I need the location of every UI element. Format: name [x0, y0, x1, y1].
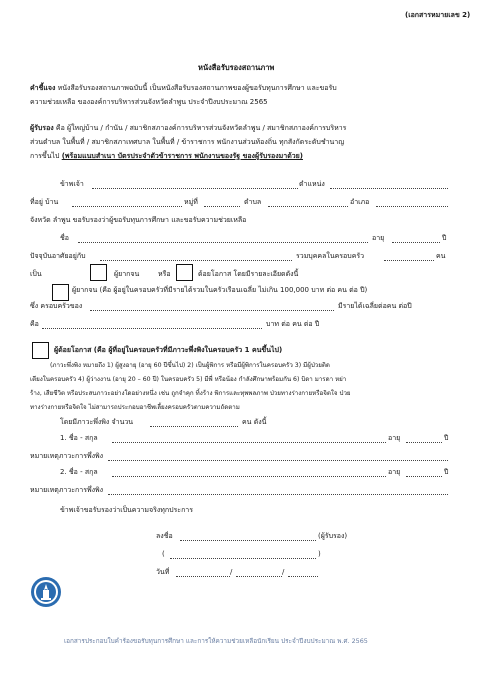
certifier-line-2: ส่วนตำบล ในพื้นที่ / สมาชิกสภาเทศบาล ในพื้นที่ / ข้าราชการ พนักงานส่วนท้องถิ่น ทุกสังกัดระดับชำนาญ — [30, 138, 345, 146]
person-1-reason-label: หมายเหตุภาวะการพึ่งพิง — [30, 452, 104, 460]
person-2-age-label: อายุ — [388, 468, 401, 476]
date-slash-1: / — [230, 568, 233, 576]
person-2-reason-field[interactable] — [108, 494, 448, 495]
explain-label: คำชี้แจง — [30, 84, 56, 92]
family-total-field[interactable] — [384, 260, 434, 261]
disadvantaged-label: ด้อยโอกาส โดยมีรายละเอียดดังนี้ — [198, 270, 299, 278]
income-field[interactable] — [42, 328, 262, 329]
dependency-text-4: ทางร่างกายหรือจิตใจ ไม่สามารถประกอบอาชีพเลี้ยงครอบครัวตามความถัดตาม — [30, 404, 240, 411]
person-2-label: 2. ชื่อ - สกุล — [60, 468, 98, 476]
poor-definition: ผู้ยากจน (คือ ผู้อยู่ในครอบครัวที่มีรายได้รวมในครัวเรือนเฉลี่ย ไม่เกิน 100,000 บาท ต่อ คน ต่อ ปี) — [72, 286, 368, 294]
poor-family-label: ซึ่ง ครอบครัวของ — [30, 302, 83, 310]
sign-label: ลงชื่อ — [156, 532, 173, 540]
certifier-role-label: (ผู้รับรอง) — [318, 532, 348, 540]
poor-label: ผู้ยากจน — [114, 270, 140, 278]
income-unit-label: บาท ต่อ คน ต่อ ปี — [266, 320, 320, 328]
applicant-name-label: ชื่อ — [60, 234, 69, 242]
dependency-text-1: (ภาวะพึ่งพิง หมายถึง 1) ผู้สูงอายุ (อายุ 60 ปีขึ้นไป) 2) เป็นผู้พิการ หรือมีผู้พิการในครอบครัว 3) มีผู้ป่วยติด — [50, 362, 330, 369]
is-label: เป็น — [30, 270, 42, 278]
certifier-line-1: ผู้รับรอง คือ ผู้ใหญ่บ้าน / กำนัน / สมาชิกสภาองค์การบริหารส่วนจังหวัดลำพูน / สมาชิกสภาองค์การบริหาร — [30, 124, 347, 132]
person-2-reason-label: หมายเหตุภาวะการพึ่งพิง — [30, 486, 104, 494]
certifier-label: ผู้รับรอง — [30, 124, 54, 132]
dependency-text-2: เตียงในครอบครัว 4) ผู้ว่างงาน (อายุ 20 – 60 ปี) ในครอบครัว 5) มีพี่ หรือน้อง กำลังศึกษาพร้อมกัน 6) บิดา มารดา หย่า — [30, 376, 347, 383]
person-1-label: 1. ชื่อ - สกุล — [60, 434, 98, 442]
amphoe-field[interactable] — [376, 206, 448, 207]
position-field[interactable] — [330, 188, 448, 189]
i-name-label: ข้าพเจ้า — [60, 180, 84, 188]
poor-family-field[interactable] — [90, 310, 334, 311]
family-total-label: รวมบุคคลในครอบครัว — [296, 252, 365, 260]
tambon-label: ตำบล — [244, 198, 262, 206]
age-label: อายุ — [372, 234, 385, 242]
current-home-label: ปัจจุบันอาศัยอยู่กับ — [30, 252, 86, 260]
open-paren: ( — [162, 550, 165, 558]
date-label: วันที่ — [156, 568, 170, 576]
attach-note: (พร้อมแนบสำเนา บัตรประจำตัวข้าราชการ พนักงานของรัฐ ของผู้รับรองมาด้วย) — [61, 152, 303, 160]
printed-name-field[interactable] — [170, 558, 316, 559]
person-2-age-field[interactable] — [406, 476, 442, 477]
dependency-text-3: ร้าง, เสียชีวิต หรือประสบภาวะอย่างใดอย่างหนึ่ง เช่น ถูกจำคุก ทิ้งร้าง พิการและทุพพลภาพ ป่วยทางร่างกายหรือจิตใจ ป่วย — [30, 390, 351, 397]
page-title: หนังสือรับรองสถานภาพ — [198, 63, 275, 72]
closing-statement: ข้าพเจ้าขอรับรองว่าเป็นความจริงทุกประการ — [60, 506, 193, 514]
day-field[interactable] — [176, 576, 230, 577]
disadv-definition: ผู้ด้อยโอกาส (คือ ผู้ที่อยู่ในครอบครัวที่มีภาวะพึ่งพิงในครอบครัว 1 คนขึ้นไป) — [54, 346, 283, 354]
person-1-name-field[interactable] — [112, 442, 386, 443]
disadv-section-checkbox[interactable] — [32, 342, 49, 359]
income-is-label: คือ — [30, 320, 39, 328]
year-label: ปี — [442, 234, 447, 242]
dependency-count-field[interactable] — [150, 426, 238, 427]
address-label: ที่อยู่ บ้าน — [30, 198, 59, 206]
person-1-age-field[interactable] — [406, 442, 442, 443]
poor-section-checkbox[interactable] — [52, 284, 69, 301]
persons-label: คน — [436, 252, 446, 260]
person-2-year-label: ปี — [444, 468, 449, 476]
dependency-count-label: โดยมีภาวะพึ่งพิง จำนวน — [60, 418, 134, 426]
poor-checkbox[interactable] — [90, 264, 107, 281]
dependency-count-unit: คน ดังนี้ — [242, 418, 267, 426]
amphoe-label: อำเภอ — [350, 198, 370, 206]
avg-income-label: มีรายได้เฉลี่ยต่อคน ต่อปี — [338, 302, 412, 310]
lamphun-pao-seal-icon — [30, 576, 62, 608]
certifier-line-3: การขึ้นไป (พร้อมแนบสำเนา บัตรประจำตัวข้าราชการ พนักงานของรัฐ ของผู้รับรองมาด้วย) — [30, 152, 303, 160]
or-label: หรือ — [158, 270, 171, 278]
person-1-year-label: ปี — [444, 434, 449, 442]
footer-note: เอกสารประกอบใบคำร้องขอรับทุนการศึกษา และการให้ความช่วยเหลือนักเรียน ประจำปีงบประมาณ พ.ศ. 2565 — [64, 637, 368, 645]
person-2-name-field[interactable] — [112, 476, 386, 477]
village-field[interactable] — [72, 206, 182, 207]
date-slash-2: / — [282, 568, 285, 576]
person-1-age-label: อายุ — [388, 434, 401, 442]
age-field[interactable] — [392, 242, 440, 243]
explain-line-2: ความช่วยเหลือ ขององค์การบริหารส่วนจังหวัดลำพูน ประจำปีงบประมาณ 2565 — [30, 98, 268, 106]
name-field[interactable] — [92, 188, 298, 189]
year-field[interactable] — [288, 576, 318, 577]
current-home-field[interactable] — [100, 260, 292, 261]
moo-field[interactable] — [204, 206, 240, 207]
person-1-reason-field[interactable] — [108, 460, 448, 461]
applicant-name-field[interactable] — [78, 242, 368, 243]
position-label: ตำแหน่ง — [299, 180, 325, 188]
close-paren: ) — [318, 550, 321, 558]
document-number: (เอกสารหมายเลข 2) — [405, 11, 471, 19]
month-field[interactable] — [236, 576, 282, 577]
disadvantaged-checkbox[interactable] — [176, 264, 193, 281]
explain-line-1: คำชี้แจง หนังสือรับรองสถานภาพฉบับนี้ เป็นหนังสือรับรองสถานภาพของผู้ขอรับทุนการศึกษา และขอรับ — [30, 84, 337, 92]
moo-label: หมู่ที่ — [184, 198, 198, 206]
province-line: จังหวัด ลำพูน ขอรับรองว่าผู้ขอรับทุนการศึกษา และขอรับความช่วยเหลือ — [30, 216, 247, 224]
tambon-field[interactable] — [268, 206, 348, 207]
signature-field[interactable] — [180, 540, 316, 541]
